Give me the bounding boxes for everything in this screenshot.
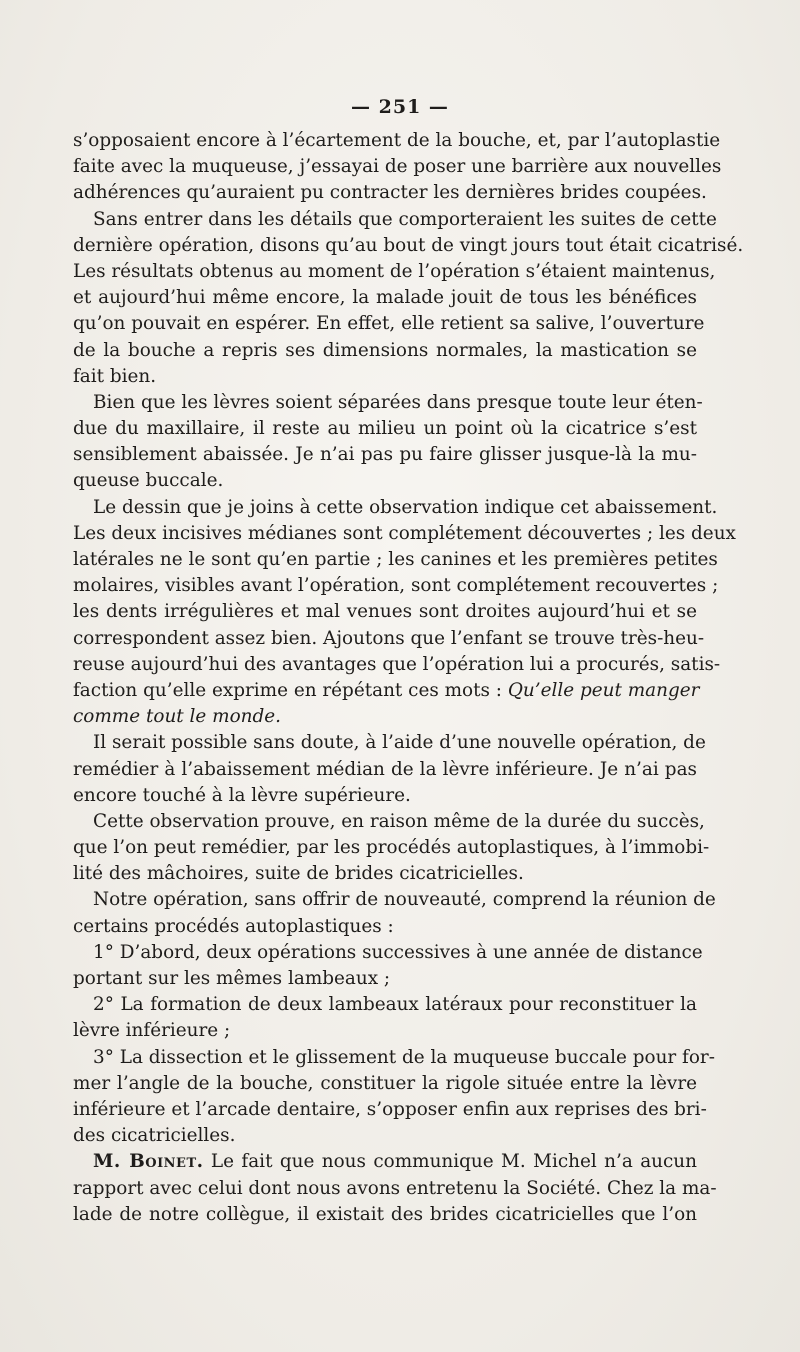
page-number: — 251 — [351, 96, 449, 118]
text-line: reuse aujourd’hui des avantages que l’opération lui a procurés, satis- [73, 653, 721, 675]
text-line: portant sur les mêmes lambeaux ; [73, 968, 391, 989]
text-line: molaires, visibles avant l’opération, sont complétement recouvertes ; [73, 575, 719, 597]
text-fragment: Le fait que nous communique M. Michel n’a aucun [203, 1151, 697, 1173]
text-line: inférieure et l’arcade dentaire, s’opposer enfin aux reprises des bri- [73, 1098, 707, 1120]
text-line: qu’on pouvait en espérer. En effet, elle retient sa salive, l’ouverture [73, 313, 705, 335]
text-line: Bien que les lèvres soient séparées dans presque toute leur éten- [93, 391, 703, 413]
text-line: Cette observation prouve, en raison même de la durée du succès, [93, 810, 705, 832]
text-fragment: faction qu’elle exprime en répétant ces mots : [73, 679, 508, 701]
text-line: correspondent assez bien. Ajoutons que l’enfant se trouve très-heu- [73, 627, 705, 649]
italic-quote: Qu’elle peut manger [507, 679, 700, 701]
text-line: lité des mâchoires, suite de brides cicatricielles. [73, 863, 524, 885]
text-line: et aujourd’hui même encore, la malade jouit de tous les bénéfices [73, 287, 697, 309]
text-line: Notre opération, sans offrir de nouveauté, comprend la réunion de [93, 889, 716, 911]
body-text [73, 128, 744, 1228]
text-line: adhérences qu’auraient pu contracter les dernières brides coupées. [73, 182, 707, 204]
text-line: certains procédés autoplastiques : [73, 915, 394, 937]
text-line: queuse buccale. [73, 470, 224, 492]
text-line: lèvre inférieure ; [73, 1020, 231, 1042]
text-line: remédier à l’abaissement médian de la lèvre inférieure. Je n’ai pas [73, 758, 697, 780]
text-line: Les résultats obtenus au moment de l’opération s’étaient maintenus, [73, 260, 716, 282]
text-line: les dents irrégulières et mal venues sont droites aujourd’hui et se [73, 601, 697, 623]
text-line: 1° D’abord, deux opérations successives à une année de distance [93, 941, 703, 963]
text-line: Il serait possible sans doute, à l’aide d’une nouvelle opération, de [93, 732, 706, 754]
text-line-with-quote [73, 678, 700, 704]
text-line: 2° La formation de deux lambeaux latéraux pour reconstituer la [93, 994, 697, 1016]
text-line [73, 704, 697, 730]
text-line: Sans entrer dans les détails que comporteraient les suites de cette [93, 208, 717, 230]
text-line: Les deux incisives médianes sont complétement découvertes ; les deux [73, 522, 736, 544]
text-line: mer l’angle de la bouche, constituer la rigole située entre la lèvre [73, 1072, 697, 1094]
speaker-name: M. Boinet. [93, 1151, 204, 1173]
text-line: s’opposaient encore à l’écartement de la bouche, et, par l’autoplastie [73, 130, 721, 151]
text-line: encore touché à la lèvre supérieure. [73, 784, 411, 806]
text-line: rapport avec celui dont nous avons entretenu la Société. Chez la ma- [73, 1177, 717, 1199]
text-line: 3° La dissection et le glissement de la muqueuse buccale pour for- [93, 1046, 715, 1068]
text-line: fait bien. [73, 365, 157, 387]
text-line: due du maxillaire, il reste au milieu un point où la cicatrice s’est [73, 418, 697, 440]
text-line: de la bouche a repris ses dimensions normales, la mastication se [73, 339, 697, 361]
text-line-with-speaker [73, 1149, 697, 1175]
text-line: faite avec la muqueuse, j’essayai de poser une barrière aux nouvelles [73, 156, 722, 178]
text-line: Le dessin que je joins à cette observation indique cet abaissement. [93, 496, 718, 518]
text-line: que l’on peut remédier, par les procédés autoplastiques, à l’immobi- [73, 837, 710, 859]
text-line: des cicatricielles. [73, 1125, 236, 1147]
text-line: lade de notre collègue, il existait des brides cicatricielles que l’on [73, 1203, 697, 1225]
text-line: sensiblement abaissée. Je n’ai pas pu faire glisser jusque-là la mu- [73, 444, 697, 466]
text-line: dernière opération, disons qu’au bout de vingt jours tout était cicatrisé. [73, 234, 744, 256]
text-line: latérales ne le sont qu’en partie ; les canines et les premières petites [73, 549, 718, 570]
italic-quote: comme tout le monde. [73, 706, 281, 728]
